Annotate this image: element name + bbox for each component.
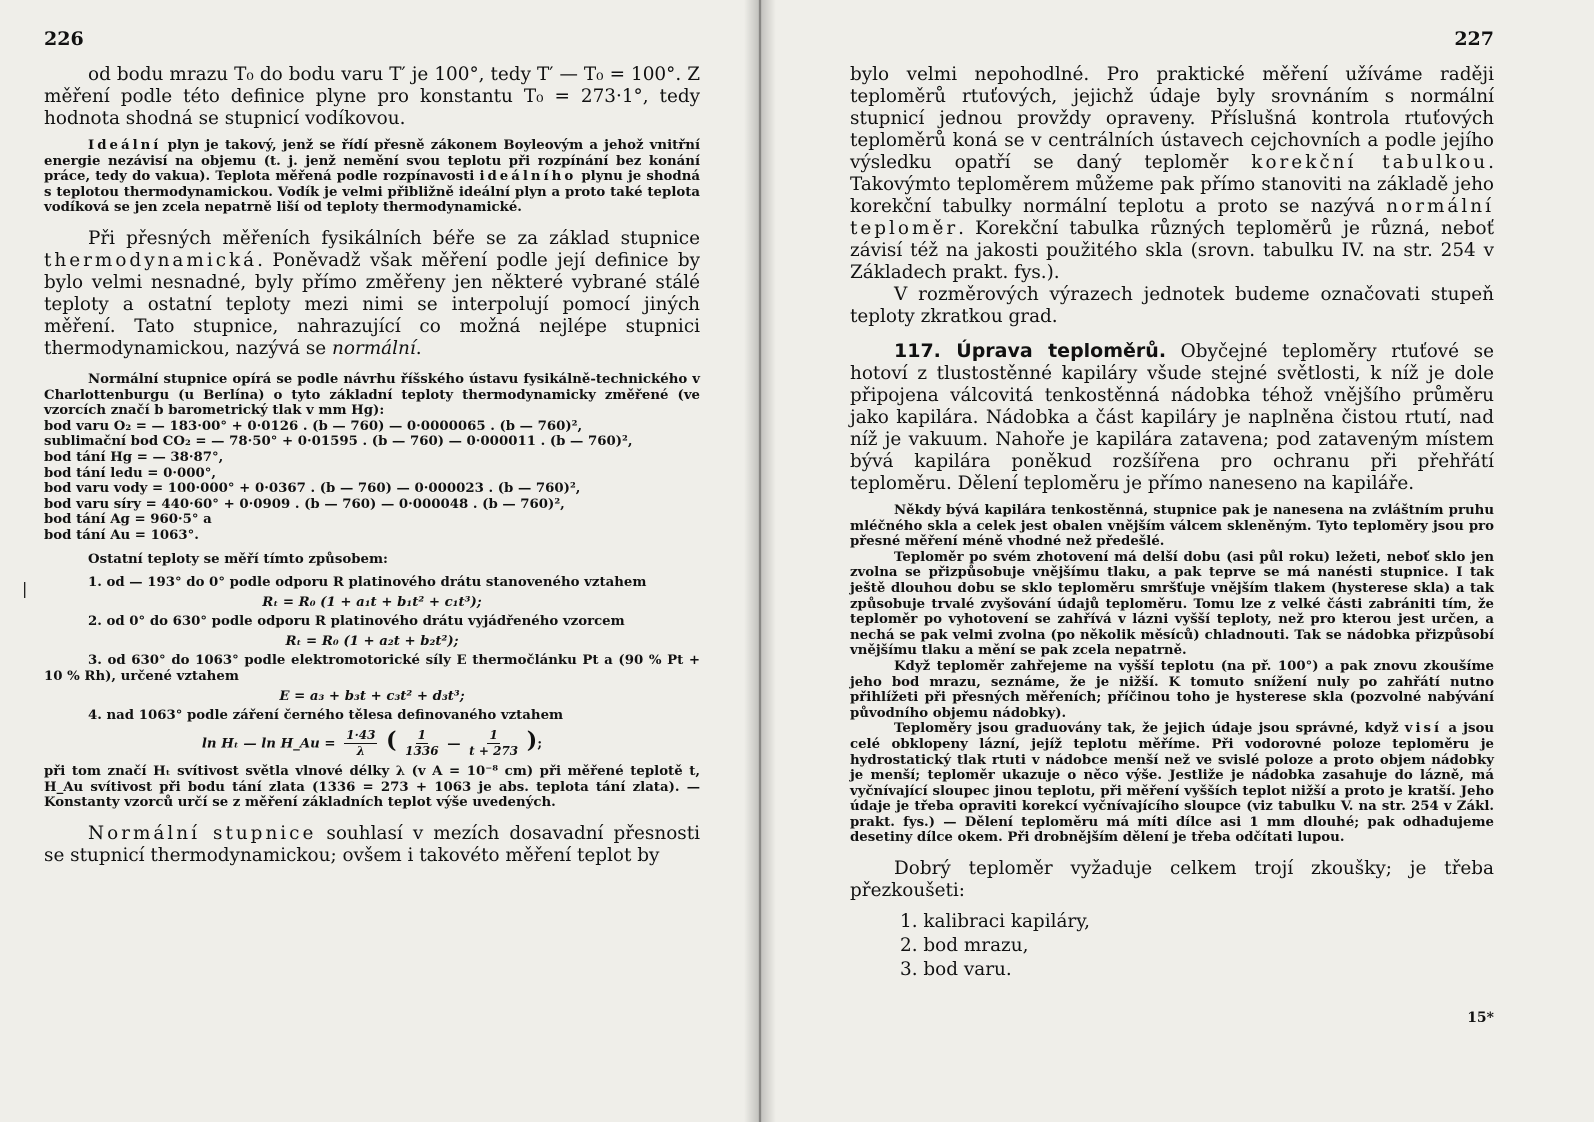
text-run: Teploměry jsou graduovány tak, že jejich údaje jsou správné, když	[894, 721, 1405, 737]
note-ideal-gas	[44, 138, 700, 216]
method-3: 3. od 630° do 1063° podle elektromotorické síly E thermočlánku Pt a (90 % Pt + 10 % Rh), určené vztahem	[44, 653, 700, 685]
paragraph-grad: V rozměrových výrazech jednotek budeme označovati stupeň teploty zkratkou grad.	[850, 284, 1494, 327]
text-run: . Poněvadž však měření podle její definice by bylo velmi nesnadné, byly přímo změřeny jen některé vybrané stálé teploty a ostatní teploty mezi nimi se interpolují pomocí jiných měření. Tato stupnice, nahrazující co možná nejlépe stupnici thermodynamickou, nazývá se	[44, 249, 700, 359]
note-radiation: při tom značí Hₜ svítivost světla vlnové délky λ (v A = 10⁻⁸ cm) při měřené teplotě t, H_Au svítivost při bodu tání zlata (1336 = 273 + 1063 je abs. teplota tání zlata). — Konstanty vzorců určí se z měření základních teplot výše uvedených.	[44, 764, 700, 811]
numerator: 1·43	[344, 728, 377, 745]
equation-2: Rₜ = R₀ (1 + a₂t + b₂t²);	[285, 633, 459, 649]
fixed-point: bod tání Ag = 960·5° a	[44, 512, 212, 528]
spaced-term: normální teploměr	[850, 196, 1494, 239]
note-text: plynu je shodná s teplotou thermodynamickou. Vodík je velmi přibližně ideální plyn a proto také teplota vodíková se jen zcela nepatrně liší od teploty thermodynamické.	[44, 169, 700, 216]
right-page-number: 227	[1454, 28, 1494, 50]
margin-mark: |	[22, 579, 28, 598]
text-run: souhlasí v mezích dosavadní přesnosti se stupnicí thermodynamickou; ovšem i takovéto měření teplot by	[44, 822, 700, 866]
denominator: t + 273	[469, 744, 519, 759]
text-run: Při přesných měřeních fysikálních béře se za základ stupnice	[88, 227, 700, 249]
spaced-term: thermodynamická	[44, 249, 258, 271]
method-2: 2. od 0° do 630° podle odporu R platinového drátu vyjádřeného vzorcem	[88, 614, 625, 630]
equation-4: ln Hₜ — ln H_Au = $\frac{1\cdot 43}{\lambda}$ ( $\frac{1}{1336}$ — $\frac{1}{t + 273}$ );	[201, 727, 543, 759]
fixed-points-list	[44, 419, 700, 544]
note-thin-capillary: Někdy bývá kapilára tenkostěnná, stupnice pak je nanesena na zvláštním pruhu mléčného skla a celek jest obalen vnějším válcem skleněným. Tyto teploměry jsou pro přesné měření méně vhodné než předešlé.	[850, 503, 1494, 550]
fixed-point: bod varu vody = 100·000° + 0·0367 . (b — 760) — 0·000023 . (b — 760)²,	[44, 481, 581, 497]
fraction	[405, 728, 438, 760]
text-run: . Takovýmto teploměrem můžeme pak přímo stanoviti na základě jeho korekční tabulky normální teplotu a proto se nazývá	[850, 152, 1494, 217]
text-run: a jsou celé obklopeny lázní, jejíž teplotu měříme. Při vodorovné poloze teploměru je hydrostatický tlak rtuti v nádobce menší než ve svislé poloze a proto objem nádobky je menší; teploměr ukazuje o něco výše. Jestliže je nádobka zasahuje do lázně, má vyčnívající sloupec jinou teplotu, při měření vyšších teplot nižší a proto je kratší. Jeho údaje je třeba opraviti korekcí vyčnívajícího sloupce (viz tabulku V. na str. 254 v Zákl. prakt. fys.) — Dělení teploměru má míti dílce asi 1 mm dlouhé; pak odhadujeme desetiny dílce okem. Při drobnějším dělení je třeba odčítati lupou.	[850, 721, 1494, 846]
spaced-term: Normální stupnice	[88, 822, 317, 844]
denominator: 1336	[405, 744, 439, 759]
fraction	[344, 728, 377, 760]
italic-term: normální	[332, 337, 416, 359]
equation-1: Rₜ = R₀ (1 + a₁t + b₁t² + c₁t³);	[262, 594, 482, 610]
fixed-point: bod varu O₂ = — 183·00° + 0·0126 . (b — 760) — 0·0000065 . (b — 760)²,	[44, 418, 583, 434]
text-run: .	[415, 337, 422, 359]
spaced-term: visí	[1404, 721, 1443, 737]
text-run: bylo velmi nepohodlné. Pro praktické měření užíváme raději teploměrů rtuťových, jejichž údaje byly srovnáním s normální stupnicí jednou provždy opraveny. Příslušná kontrola rtuťových teploměrů koná se v centrálních ústavech cejchovních a podle jejího výsledku opatří se daný teploměr	[850, 64, 1494, 173]
text-run: . Korekční tabulka různých teploměrů je různá, neboť závisí též na jakosti použitého skla (srovn. tabulku IV. na str. 254 v Základech prakt. fys.).	[850, 218, 1494, 283]
numerator: 1	[487, 728, 499, 745]
note-graduation	[850, 721, 1494, 846]
spaced-term: ideálního	[479, 169, 577, 185]
paragraph-tests: Dobrý teploměr vyžaduje celkem trojí zkoušky; je třeba přezkoušeti:	[850, 858, 1494, 902]
fixed-point: sublimační bod CO₂ = — 78·50° + 0·01595 . (b — 760) — 0·000011 . (b — 760)²,	[44, 434, 633, 450]
method-intro: Ostatní teploty se měří tímto způsobem:	[88, 551, 388, 567]
spaced-term: korekční tabulkou	[1251, 152, 1489, 173]
left-page	[0, 0, 770, 1122]
spaced-term: Ideální	[88, 138, 162, 153]
fixed-point: bod varu síry = 440·60° + 0·0909 . (b — 760) — 0·000048 . (b — 760)²,	[44, 496, 565, 512]
text-run: Obyčejné teploměry rtuťové se hotoví z tlustostěnné kapiláry všude stejné světlosti, k níž je dole připojena válcovitá tenkostěnná nádobka téhož vnějšího průměru jako kapilára. Nádobka a část kapiláry je naplněna čistou rtutí, nad níž je vakuum. Nahoře je kapilára zatavena; pod zataveným místem bývá kapilára poněkud rozšířena pro ochranu při přehřátí teploměru. Dělení teploměru je přímo naneseno na kapiláře.	[850, 341, 1495, 494]
equation-lhs: ln Hₜ — ln H_Au =	[201, 736, 336, 752]
left-page-number: 226	[44, 28, 84, 50]
equation-3: E = a₃ + b₃t + c₃t² + d₃t³;	[279, 688, 465, 704]
fixed-point: bod tání ledu = 0·000°,	[44, 465, 216, 481]
list-item: 1. kalibraci kapiláry,	[900, 911, 1091, 933]
fraction	[469, 728, 518, 760]
section-heading: 117. Úprava teploměrů.	[894, 340, 1167, 362]
method-1: 1. od — 193° do 0° podle odporu R platinového drátu stanoveného vztahem	[88, 575, 647, 591]
denominator: λ	[356, 744, 366, 759]
tests-list	[850, 910, 1494, 982]
list-item: 2. bod mrazu,	[900, 935, 1029, 957]
paragraph-normal-scale	[44, 823, 700, 867]
section-117	[850, 340, 1494, 495]
method-4: 4. nad 1063° podle záření černého tělesa definovaného vztahem	[88, 708, 564, 724]
paragraph-mercury	[850, 64, 1494, 284]
paren-close: )	[526, 727, 538, 754]
minus-sign: —	[447, 736, 461, 752]
note-aging: Teploměr po svém zhotovení má delší dobu (asi půl roku) ležeti, neboť sklo jen zvolna se přizpůsobuje vnějšímu tlaku, a pak teprve se má nanésti stupnice. I tak ještě dlouhou dobu se sklo teploměru smršťuje vnějším tlakem (hysterese skla) a tak způsobuje trvalé zvyšování údajů teploměru. Tomu lze z velké části zabrániti tím, že teploměr po vyhotovení se zahřívá v lázni vyšší teploty, než pro kterou jest určen, a nechá se pak velmi zvolna (po několik měsíců) chladnouti. Tak se nádobka přizpůsobí vnějšímu tlaku a mění se pak zcela nepatrně.	[850, 549, 1494, 659]
right-page	[772, 0, 1594, 1122]
note-normal-scale: Normální stupnice opírá se podle návrhu říšského ústavu fysikálně-technického v Charlottenburgu (u Berlína) o tyto základní teploty thermodynamicky změřené (ve vzorcích značí b barometrický tlak v mm Hg):	[44, 371, 700, 419]
signature-mark: 15*	[1467, 1010, 1494, 1026]
fixed-point: bod tání Au = 1063°.	[44, 527, 199, 543]
numerator: 1	[416, 728, 428, 745]
paragraph-intro: od bodu mrazu T₀ do bodu varu T′ je 100°, tedy T′ — T₀ = 100°. Z měření podle této definice plyne pro konstantu T₀ = 273·1°, tedy hodnota shodná se stupnicí vodíkovou.	[44, 64, 700, 129]
fixed-point: bod tání Hg = — 38·87°,	[44, 449, 224, 465]
note-zero-depression: Když teploměr zahřejeme na vyšší teplotu (na př. 100°) a pak znovu zkoušíme jeho bod mrazu, seznáme, že je nižší. K tomuto snížení nuly po zahřátí nutno přihlížeti při přesných měřeních; příčinou toho je hysterese skla (pozvolné nabývání původního objemu nádobky).	[850, 658, 1494, 721]
note-text: plyn je takový, jenž se řídí přesně zákonem Boyleovým a jehož vnitřní energie nezávisí na objemu (t. j. jenž nemění svou teplotu při rozpínání bez konání práce, tedy do vakua). Teplota měřená podle rozpínavosti	[44, 138, 700, 185]
paren-open: (	[386, 727, 397, 754]
paragraph-thermodynamic	[44, 228, 700, 360]
list-item: 3. bod varu.	[900, 959, 1012, 981]
